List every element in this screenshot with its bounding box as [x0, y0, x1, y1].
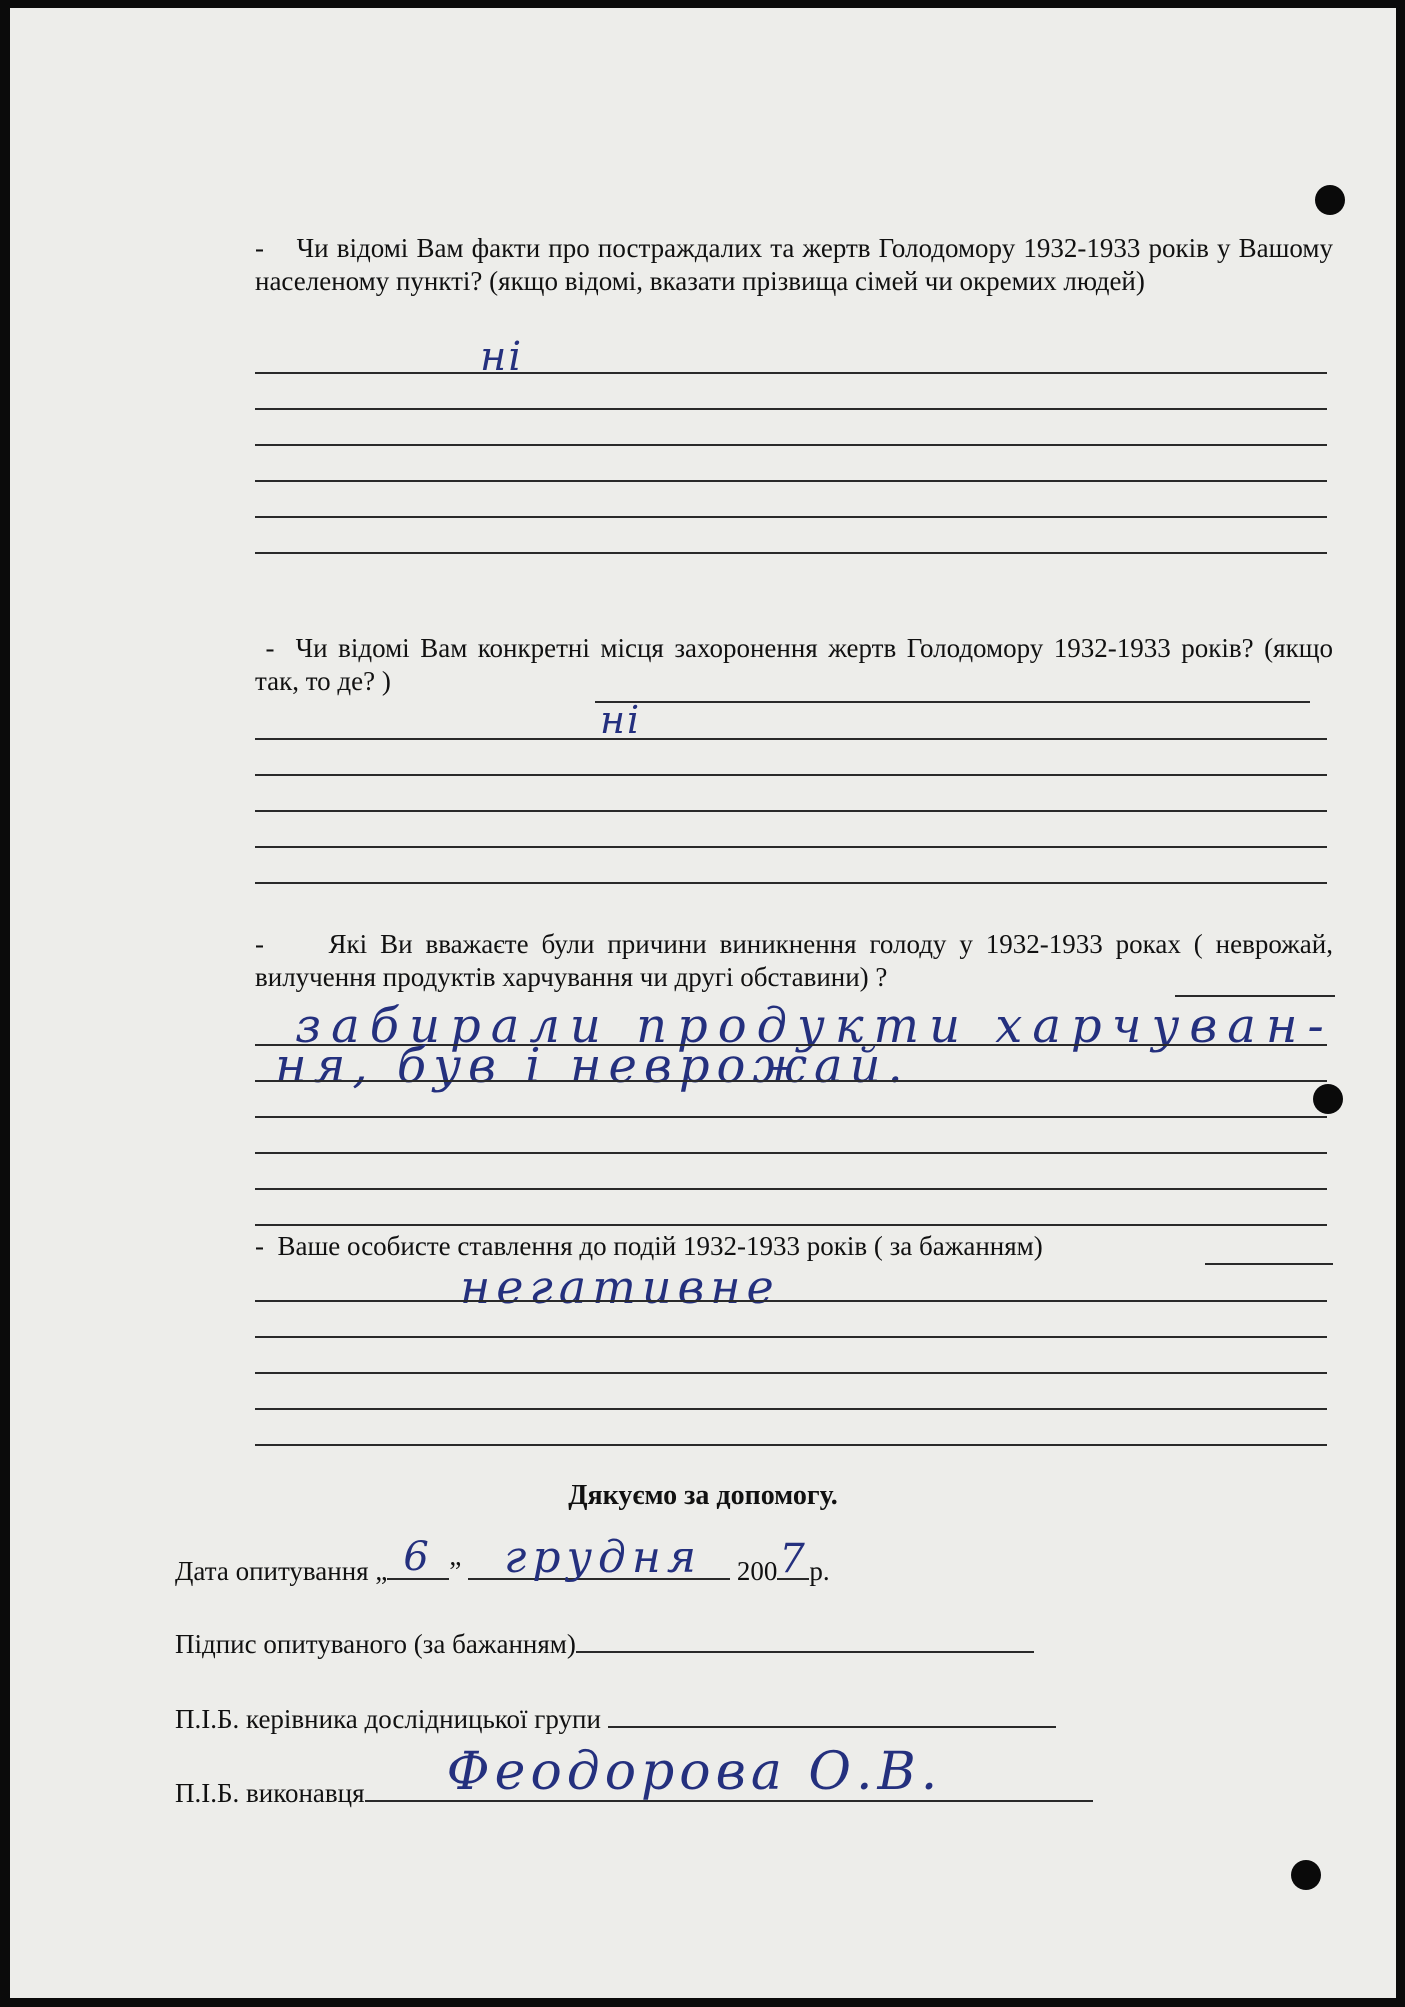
- answer-line: [255, 846, 1327, 848]
- answer-line: [255, 1188, 1327, 1190]
- answer-line: [1175, 995, 1335, 997]
- research-leader-row: [175, 1702, 1056, 1735]
- answer-line: [255, 1152, 1327, 1154]
- question-2-text: Чи відомі Вам конкретні місця захоронення жертв Голодомору 1932-1933 років? (якщо так, то де? ): [255, 633, 1334, 696]
- question-1-text: Чи відомі Вам факти про постраждалих та жертв Голодомору 1932-1933 років у Вашому населеному пункті? (якщо відомі, вказати прізвища сімей чи окремих людей): [255, 233, 1333, 296]
- date-year-digit: 7: [779, 1536, 807, 1582]
- bullet-dash: -: [265, 633, 275, 663]
- answer-line: [255, 372, 1327, 374]
- date-month-field: [468, 1532, 730, 1583]
- signature-label: Підпис опитуваного (за бажанням): [175, 1629, 576, 1659]
- answer-3-line-1: забирали продукти харчуван-: [295, 998, 1334, 1054]
- research-leader-label: П.І.Б. керівника дослідницької групи: [175, 1704, 601, 1734]
- date-open-quote: „: [375, 1556, 388, 1586]
- punch-hole: [1291, 1860, 1321, 1890]
- answer-line: [255, 1300, 1327, 1302]
- date-day-value: 6: [403, 1534, 431, 1580]
- answer-line: [255, 882, 1327, 884]
- answer-line: [255, 774, 1327, 776]
- answer-3-line-2: ня, був і неврожай.: [275, 1038, 910, 1094]
- question-3-text: Які Ви вважаєте були причини виникнення голоду у 1932-1933 роках ( неврожай, вилучення продуктів харчування чи другі обставини) ?: [255, 929, 1333, 992]
- answer-line: [255, 810, 1327, 812]
- answer-line: [255, 1408, 1327, 1410]
- executor-value: Феодорова О.В.: [446, 1742, 943, 1802]
- answer-line: [255, 1372, 1327, 1374]
- research-leader-field: [608, 1702, 1056, 1728]
- answer-line: [255, 1224, 1327, 1226]
- date-year-field: [777, 1536, 809, 1582]
- bullet-dash: -: [255, 1231, 264, 1261]
- question-3: [255, 928, 1333, 994]
- date-month-value: грудня: [504, 1532, 703, 1583]
- answer-line: [255, 1444, 1327, 1446]
- answer-line: [255, 444, 1327, 446]
- survey-date-row: [175, 1532, 830, 1587]
- bullet-dash: -: [255, 233, 264, 263]
- answer-line: [255, 552, 1327, 554]
- executor-label: П.І.Б. виконавця: [175, 1778, 365, 1808]
- answer-line: [255, 408, 1327, 410]
- executor-row: [175, 1742, 1093, 1809]
- answer-2: ні: [600, 698, 642, 742]
- answer-1: ні: [480, 334, 524, 380]
- answer-4: негативне: [460, 1260, 780, 1314]
- answer-line: [255, 480, 1327, 482]
- question-2: [255, 632, 1333, 698]
- date-year-prefix: 200: [736, 1556, 778, 1586]
- date-suffix: р.: [809, 1556, 830, 1586]
- answer-line: [255, 1336, 1327, 1338]
- signature-row: [175, 1627, 1034, 1660]
- question-1: [255, 232, 1333, 298]
- punch-hole: [1315, 185, 1345, 215]
- questionnaire-page: [10, 8, 1396, 1998]
- answer-line: [255, 1080, 1327, 1082]
- date-day-field: [387, 1534, 449, 1580]
- question-4: [255, 1230, 1333, 1263]
- answer-line: [255, 738, 1327, 740]
- date-label: Дата опитування: [175, 1556, 369, 1586]
- answer-line: [255, 1116, 1327, 1118]
- answer-line: [595, 701, 1310, 703]
- bullet-dash: -: [255, 929, 264, 959]
- date-close-quote: ”: [449, 1556, 462, 1586]
- question-4-text: Ваше особисте ставлення до подій 1932-1933 років ( за бажанням): [277, 1231, 1043, 1261]
- punch-hole: [1313, 1084, 1343, 1114]
- answer-line: [1205, 1263, 1333, 1265]
- signature-field: [576, 1627, 1034, 1653]
- executor-field: [365, 1742, 1093, 1802]
- answer-line: [255, 516, 1327, 518]
- thanks-text: Дякуємо за допомогу.: [568, 1480, 838, 1511]
